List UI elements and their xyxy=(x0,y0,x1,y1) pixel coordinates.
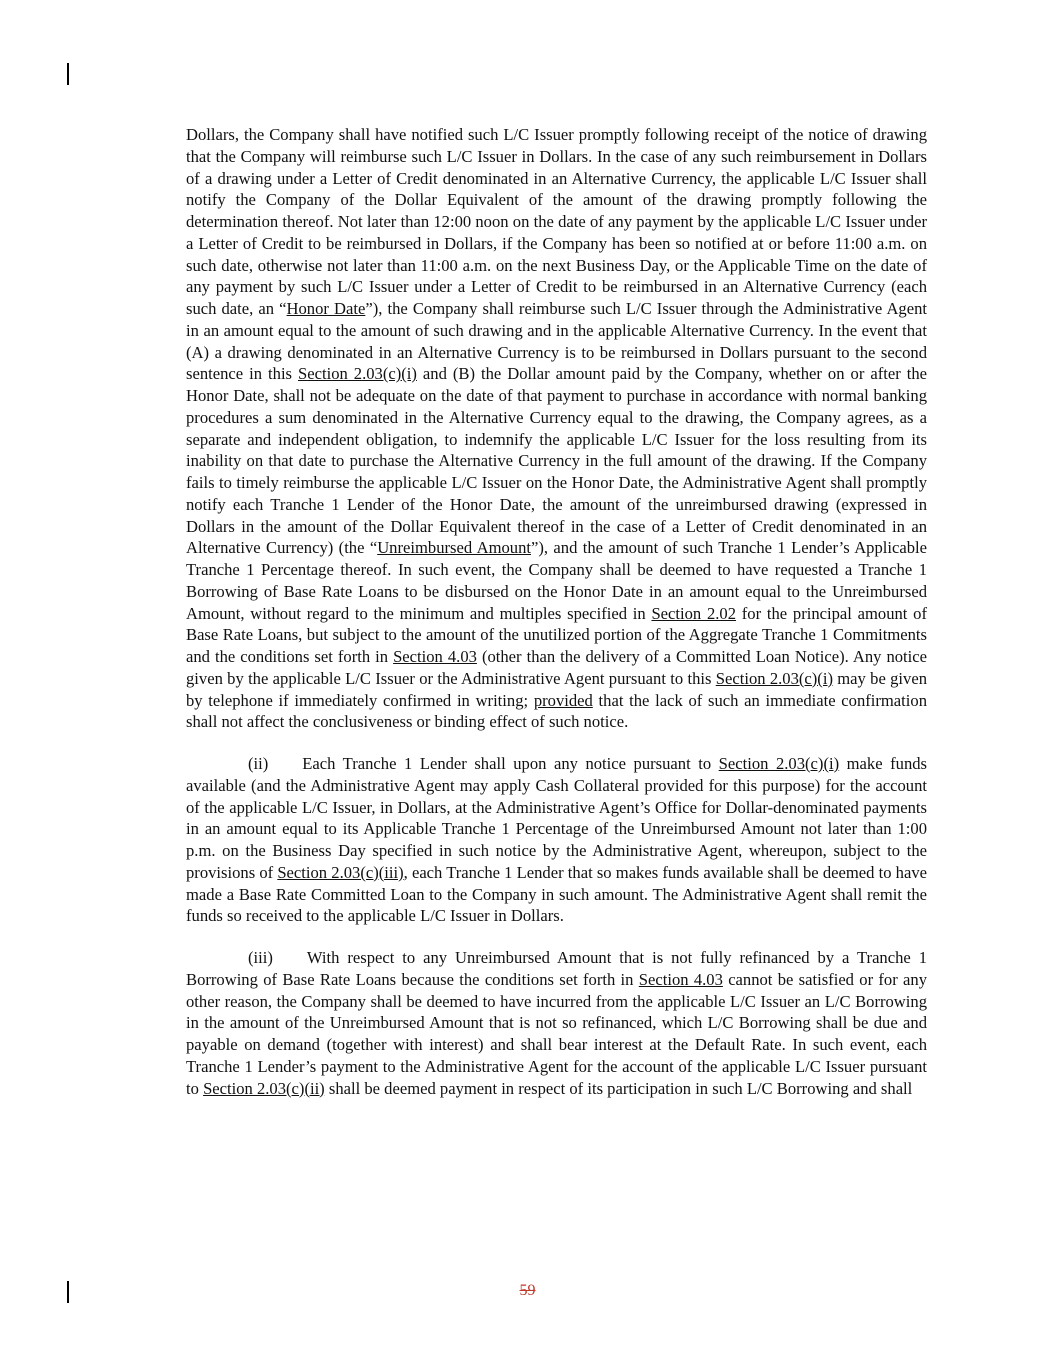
paragraph-iii xyxy=(186,947,927,1099)
section-reference: Section 4.03 xyxy=(638,969,723,989)
text-run: Dollars, the Company shall have notified such L/C Issuer promptly following receipt of the notice of drawing that the Company will reimburse such L/C Issuer in Dollars. In the case of any such reimbursement in Dollars of a drawing under a Letter of Credit denominated in an Alternative Currency, the applicable L/C Issuer shall notify the Company of the Dollar Equivalent of the amount of the drawing promptly following the determination thereof. Not later than 12:00 noon on the date of any payment by the applicable L/C Issuer under a Letter of Credit to be reimbursed in Dollars, if the Company has been so notified at or before 11:00 a.m. on such date, otherwise not later than 11:00 a.m. on the next Business Day, or the Applicable Time on the date of any payment by such L/C Issuer under a Letter of Credit to be reimbursed in an Alternative Currency (each such date, an “ xyxy=(186,125,927,318)
change-bar-top xyxy=(67,63,69,85)
text-run: With respect to any Unreimbursed Amount that is not fully refinanced by a Tranche 1 Borrowing of Base Rate Loans because the conditions set forth in xyxy=(186,948,927,989)
paragraph-continuation xyxy=(186,124,927,733)
section-reference: Section 2.03(c)(i) xyxy=(715,668,833,688)
clause-marker: (ii) xyxy=(248,754,269,773)
section-reference: Section 2.03(c)(i) xyxy=(718,754,840,773)
paragraph-ii xyxy=(186,753,927,927)
text-run: for the principal amount of Base Rate Loans, but subject to the amount of the unutilized portion of the Aggregate Tranche 1 Commitments and the conditions set forth in xyxy=(186,603,927,666)
clause-marker: (iii) xyxy=(248,948,273,967)
text-run: Each Tranche 1 Lender shall upon any notice pursuant to xyxy=(302,754,719,773)
section-reference: Section 2.03(c)(iii) xyxy=(277,862,404,882)
text-run: ”), and the amount of such Tranche 1 Lender’s Applicable Tranche 1 Percentage thereof. In such event, the Company shall be deemed to have requested a Tranche 1 Borrowing of Base Rate Loans to be disbursed on the Honor Date in an amount equal to the Unreimbursed Amount, without regard to the minimum and multiples specified in xyxy=(186,538,928,623)
page-number: 59 xyxy=(519,1282,536,1299)
defined-term-honor-date: Honor Date xyxy=(286,299,366,318)
section-reference: Section 4.03 xyxy=(393,647,477,666)
text-run: cannot be satisfied or for any other reason, the Company shall be deemed to have incurred from the applicable L/C Issuer an L/C Borrowing in the amount of the Unreimbursed Amount that is not so refinanced, which L/C Borrowing shall be due and payable on demand (together with interest) and shall bear interest at the Default Rate. In such event, each Tranche 1 Lender’s payment to the Administrative Agent for the account of the applicable L/C Issuer pursuant to xyxy=(186,969,928,1098)
text-run: and (B) the Dollar amount paid by the Company, whether on or after the Honor Date, shall not be adequate on the date of that payment to purchase in accordance with normal banking procedures a sum denominated in the Alternative Currency equal to the drawing, the Company agrees, as a separate and independent obligation, to indemnify the applicable L/C Issuer for the loss resulting from its inability on that date to purchase the Alternative Currency in the full amount of the drawing. If the Company fails to timely reimburse the applicable L/C Issuer on the Honor Date, the Administrative Agent shall promptly notify each Tranche 1 Lender of the Honor Date, the amount of the unreimbursed drawing (expressed in Dollars in the amount of the Dollar Equivalent thereof in the case of a Letter of Credit denominated in an Alternative Currency) (the “ xyxy=(186,364,928,558)
section-reference: Section 2.03(c)(i) xyxy=(298,364,417,384)
text-run: that the lack of such an immediate confirmation shall not affect the conclusiveness or binding effect of such notice. xyxy=(186,690,927,732)
text-run: make funds available (and the Administrative Agent may apply Cash Collateral provided for this purpose) for the account of the applicable L/C Issuer, in Dollars, at the Administrative Agent’s Office for Dollar-denominated payments in an amount equal to its Applicable Tranche 1 Percentage of the Unreimbursed Amount not later than 1:00 p.m. on the Business Day specified in such notice by the Administrative Agent, whereupon, subject to the provisions of xyxy=(186,754,927,882)
section-reference: Section 2.03(c)(ii) xyxy=(203,1078,325,1098)
text-run: may be given by telephone if immediately confirmed in writing; xyxy=(186,668,927,710)
text-run: shall be deemed payment in respect of its participation in such L/C Borrowing and shall xyxy=(324,1078,913,1098)
section-reference: Section 2.02 xyxy=(651,603,737,623)
text-run: (other than the delivery of a Committed Loan Notice). Any notice given by the applicable L/C Issuer or the Administrative Agent pursuant to this xyxy=(186,647,928,688)
defined-term-unreimbursed-amount: Unreimbursed Amount xyxy=(377,538,531,558)
text-run: ”), the Company shall reimburse such L/C Issuer through the Administrative Agent in an amount equal to the amount of such drawing and in the applicable Alternative Currency. In the event that (A) a drawing denominated in an Alternative Currency is to be reimbursed in Dollars pursuant to the second sentence in this xyxy=(186,299,927,384)
text-run: , each Tranche 1 Lender that so makes funds available shall be deemed to have made a Base Rate Committed Loan to the Company in such amount. The Administrative Agent shall remit the funds so received to the applicable L/C Issuer in Dollars. xyxy=(186,862,927,926)
document-body xyxy=(186,124,927,1119)
proviso-term: provided xyxy=(533,690,593,710)
